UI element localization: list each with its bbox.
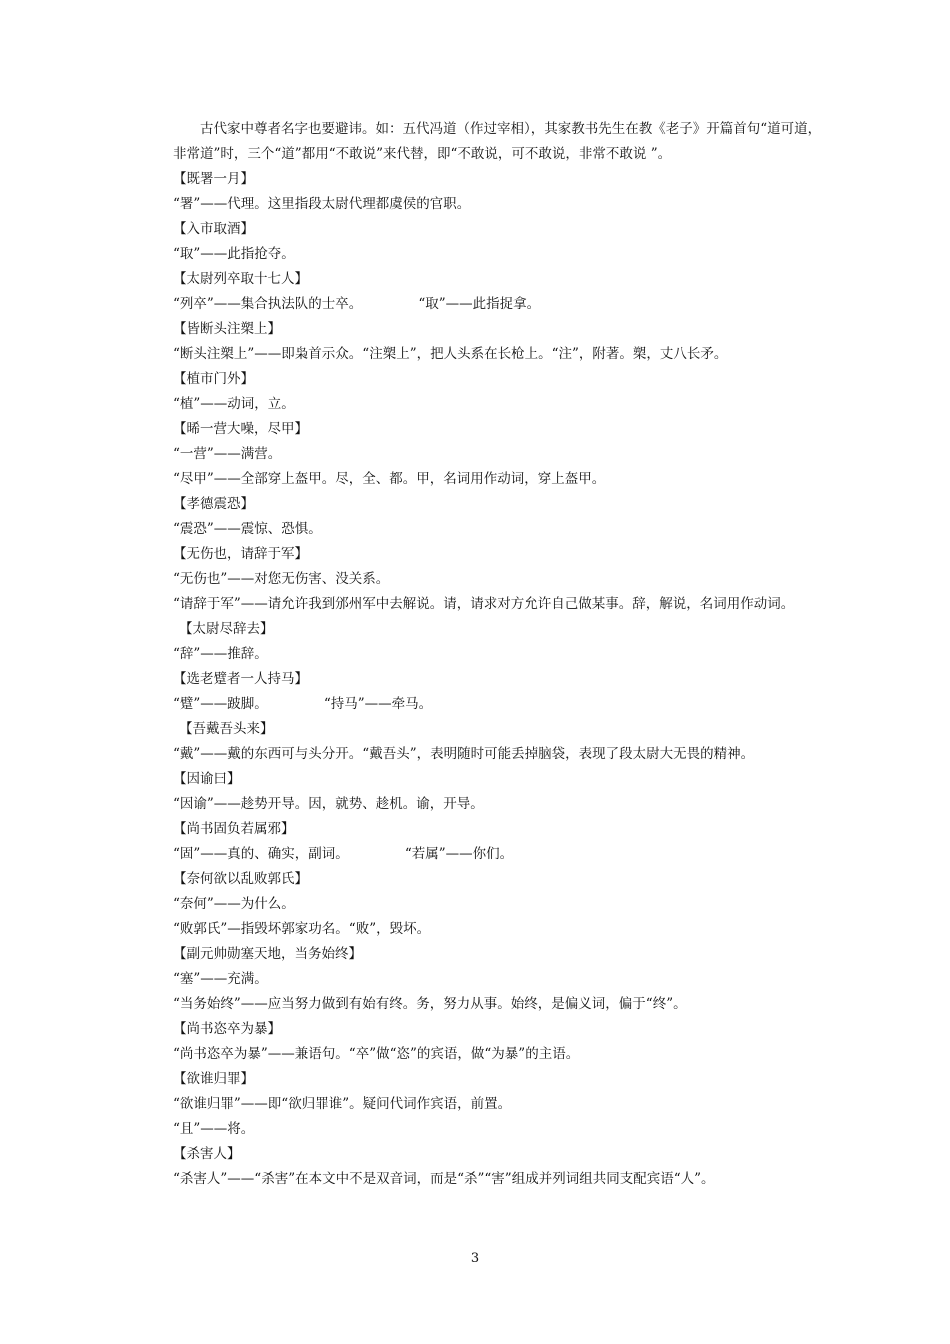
entry-explanation: “一营”——满营。 — [173, 446, 282, 462]
entry-term: 【太尉列卒取十七人】 — [173, 271, 308, 287]
entry-term: 【无伤也，请辞于军】 — [173, 546, 308, 562]
entry-explanation: “列卒”——集合执法队的士卒。 — [173, 296, 363, 312]
entry-term: 【欲谁归罪】 — [173, 1071, 254, 1087]
annotation-entry — [173, 1017, 823, 1067]
page-content — [173, 117, 823, 1192]
annotation-entry — [173, 1142, 823, 1192]
entry-explanation-row — [173, 692, 823, 717]
entry-explanation: “因谕”——趁势开导。因，就势、趁机。谕，开导。 — [173, 796, 484, 812]
annotation-entry — [173, 817, 823, 867]
entry-explanation: “尚书恣卒为暴”——兼语句。“卒”做“恣”的宾语，做“为暴”的主语。 — [173, 1046, 580, 1062]
entry-explanation: “断头注槊上”——即枭首示众。“注槊上”，把人头系在长枪上。“注”，附著。槊，丈八长矛。 — [173, 346, 728, 362]
entry-explanation: “无伤也”——对您无伤害、没关系。 — [173, 571, 390, 587]
entry-explanation: “取”——此指捉拿。 — [418, 296, 541, 312]
entry-term: 【植市门外】 — [173, 371, 254, 387]
entry-explanation: “杀害人”——“杀害”在本文中不是双音词，而是“杀”“害”组成并列词组共同支配宾语“人”。 — [173, 1171, 715, 1187]
entry-explanation: “固”——真的、确实，副词。 — [173, 846, 349, 862]
annotation-entry — [173, 542, 823, 617]
entry-term: 【尚书固负若属邪】 — [173, 821, 295, 837]
entry-term: 【杀害人】 — [173, 1146, 241, 1162]
annotation-entry — [173, 217, 823, 267]
entry-explanation: “请辞于军”——请允许我到邠州军中去解说。请，请求对方允许自己做某事。辞，解说，名词用作动词。 — [173, 596, 795, 612]
entry-term: 【既署一月】 — [173, 171, 254, 187]
entry-explanation: “塞”——充满。 — [173, 971, 268, 987]
entry-explanation: “震恐”——震惊、恐惧。 — [173, 521, 322, 537]
entry-explanation: “躄”——跛脚。 — [173, 696, 268, 712]
annotation-entry — [173, 167, 823, 217]
entry-explanation: “署”——代理。这里指段太尉代理都虞侯的官职。 — [173, 196, 471, 212]
entry-term: 【吾戴吾头来】 — [179, 721, 274, 737]
entry-term: 【选老躄者一人持马】 — [173, 671, 308, 687]
annotation-entry — [173, 367, 823, 417]
annotation-entry — [173, 667, 823, 717]
annotation-entry — [173, 267, 823, 317]
entry-explanation: “持马”——牵马。 — [323, 696, 433, 712]
entry-explanation: “当务始终”——应当努力做到有始有终。务，努力从事。始终，是偏义词，偏于“终”。 — [173, 996, 687, 1012]
annotation-entry — [173, 867, 823, 942]
entry-term: 【孝德震恐】 — [173, 496, 254, 512]
entry-explanation: “取”——此指抢夺。 — [173, 246, 295, 262]
entry-explanation: “败郭氏”—指毁坏郭家功名。“败”，毁坏。 — [173, 921, 431, 937]
intro-text: 古代家中尊者名字也要避讳。如：五代冯道（作过宰相），其家教书先生在教《老子》开篇首句“道可道，非常道”时，三个“道”都用“不敢说”来代替，即“不敢说，可不敢说，非常不敢说 ”。 — [173, 121, 822, 162]
page-number: 3 — [470, 1251, 480, 1266]
entry-term: 【尚书恣卒为暴】 — [173, 1021, 281, 1037]
entry-term: 【皆断头注槊上】 — [173, 321, 281, 337]
entry-term: 【奈何欲以乱败郭氏】 — [173, 871, 308, 887]
intro-paragraph — [173, 117, 823, 167]
annotation-entry — [173, 617, 823, 667]
entry-term: 【副元帅勋塞天地，当务始终】 — [173, 946, 362, 962]
entry-explanation-row — [173, 842, 823, 867]
entry-explanation: “植”——动词，立。 — [173, 396, 295, 412]
annotation-entry — [173, 417, 823, 492]
entry-explanation: “尽甲”——全部穿上盔甲。尽，全、都。甲，名词用作动词，穿上盔甲。 — [173, 471, 606, 487]
entry-explanation: “奈何”——为什么。 — [173, 896, 295, 912]
entry-explanation: “戴”——戴的东西可与头分开。“戴吾头”，表明随时可能丢掉脑袋，表现了段太尉大无畏的精神。 — [173, 746, 755, 762]
annotation-entry — [173, 717, 823, 767]
entry-term: 【晞一营大噪，尽甲】 — [173, 421, 308, 437]
annotation-entry — [173, 492, 823, 542]
entry-term: 【入市取酒】 — [173, 221, 254, 237]
annotation-entry — [173, 767, 823, 817]
entry-explanation-row — [173, 292, 823, 317]
annotation-entry — [173, 1067, 823, 1142]
entry-explanation: “辞”——推辞。 — [173, 646, 268, 662]
entry-explanation: “欲谁归罪”——即“欲归罪谁”。疑问代词作宾语，前置。 — [173, 1096, 512, 1112]
annotation-entry — [173, 317, 823, 367]
entry-term: 【太尉尽辞去】 — [179, 621, 274, 637]
entry-explanation: “且”——将。 — [173, 1121, 255, 1137]
annotation-entry — [173, 942, 823, 1017]
entry-explanation: “若属”——你们。 — [404, 846, 514, 862]
entry-term: 【因谕曰】 — [173, 771, 241, 787]
